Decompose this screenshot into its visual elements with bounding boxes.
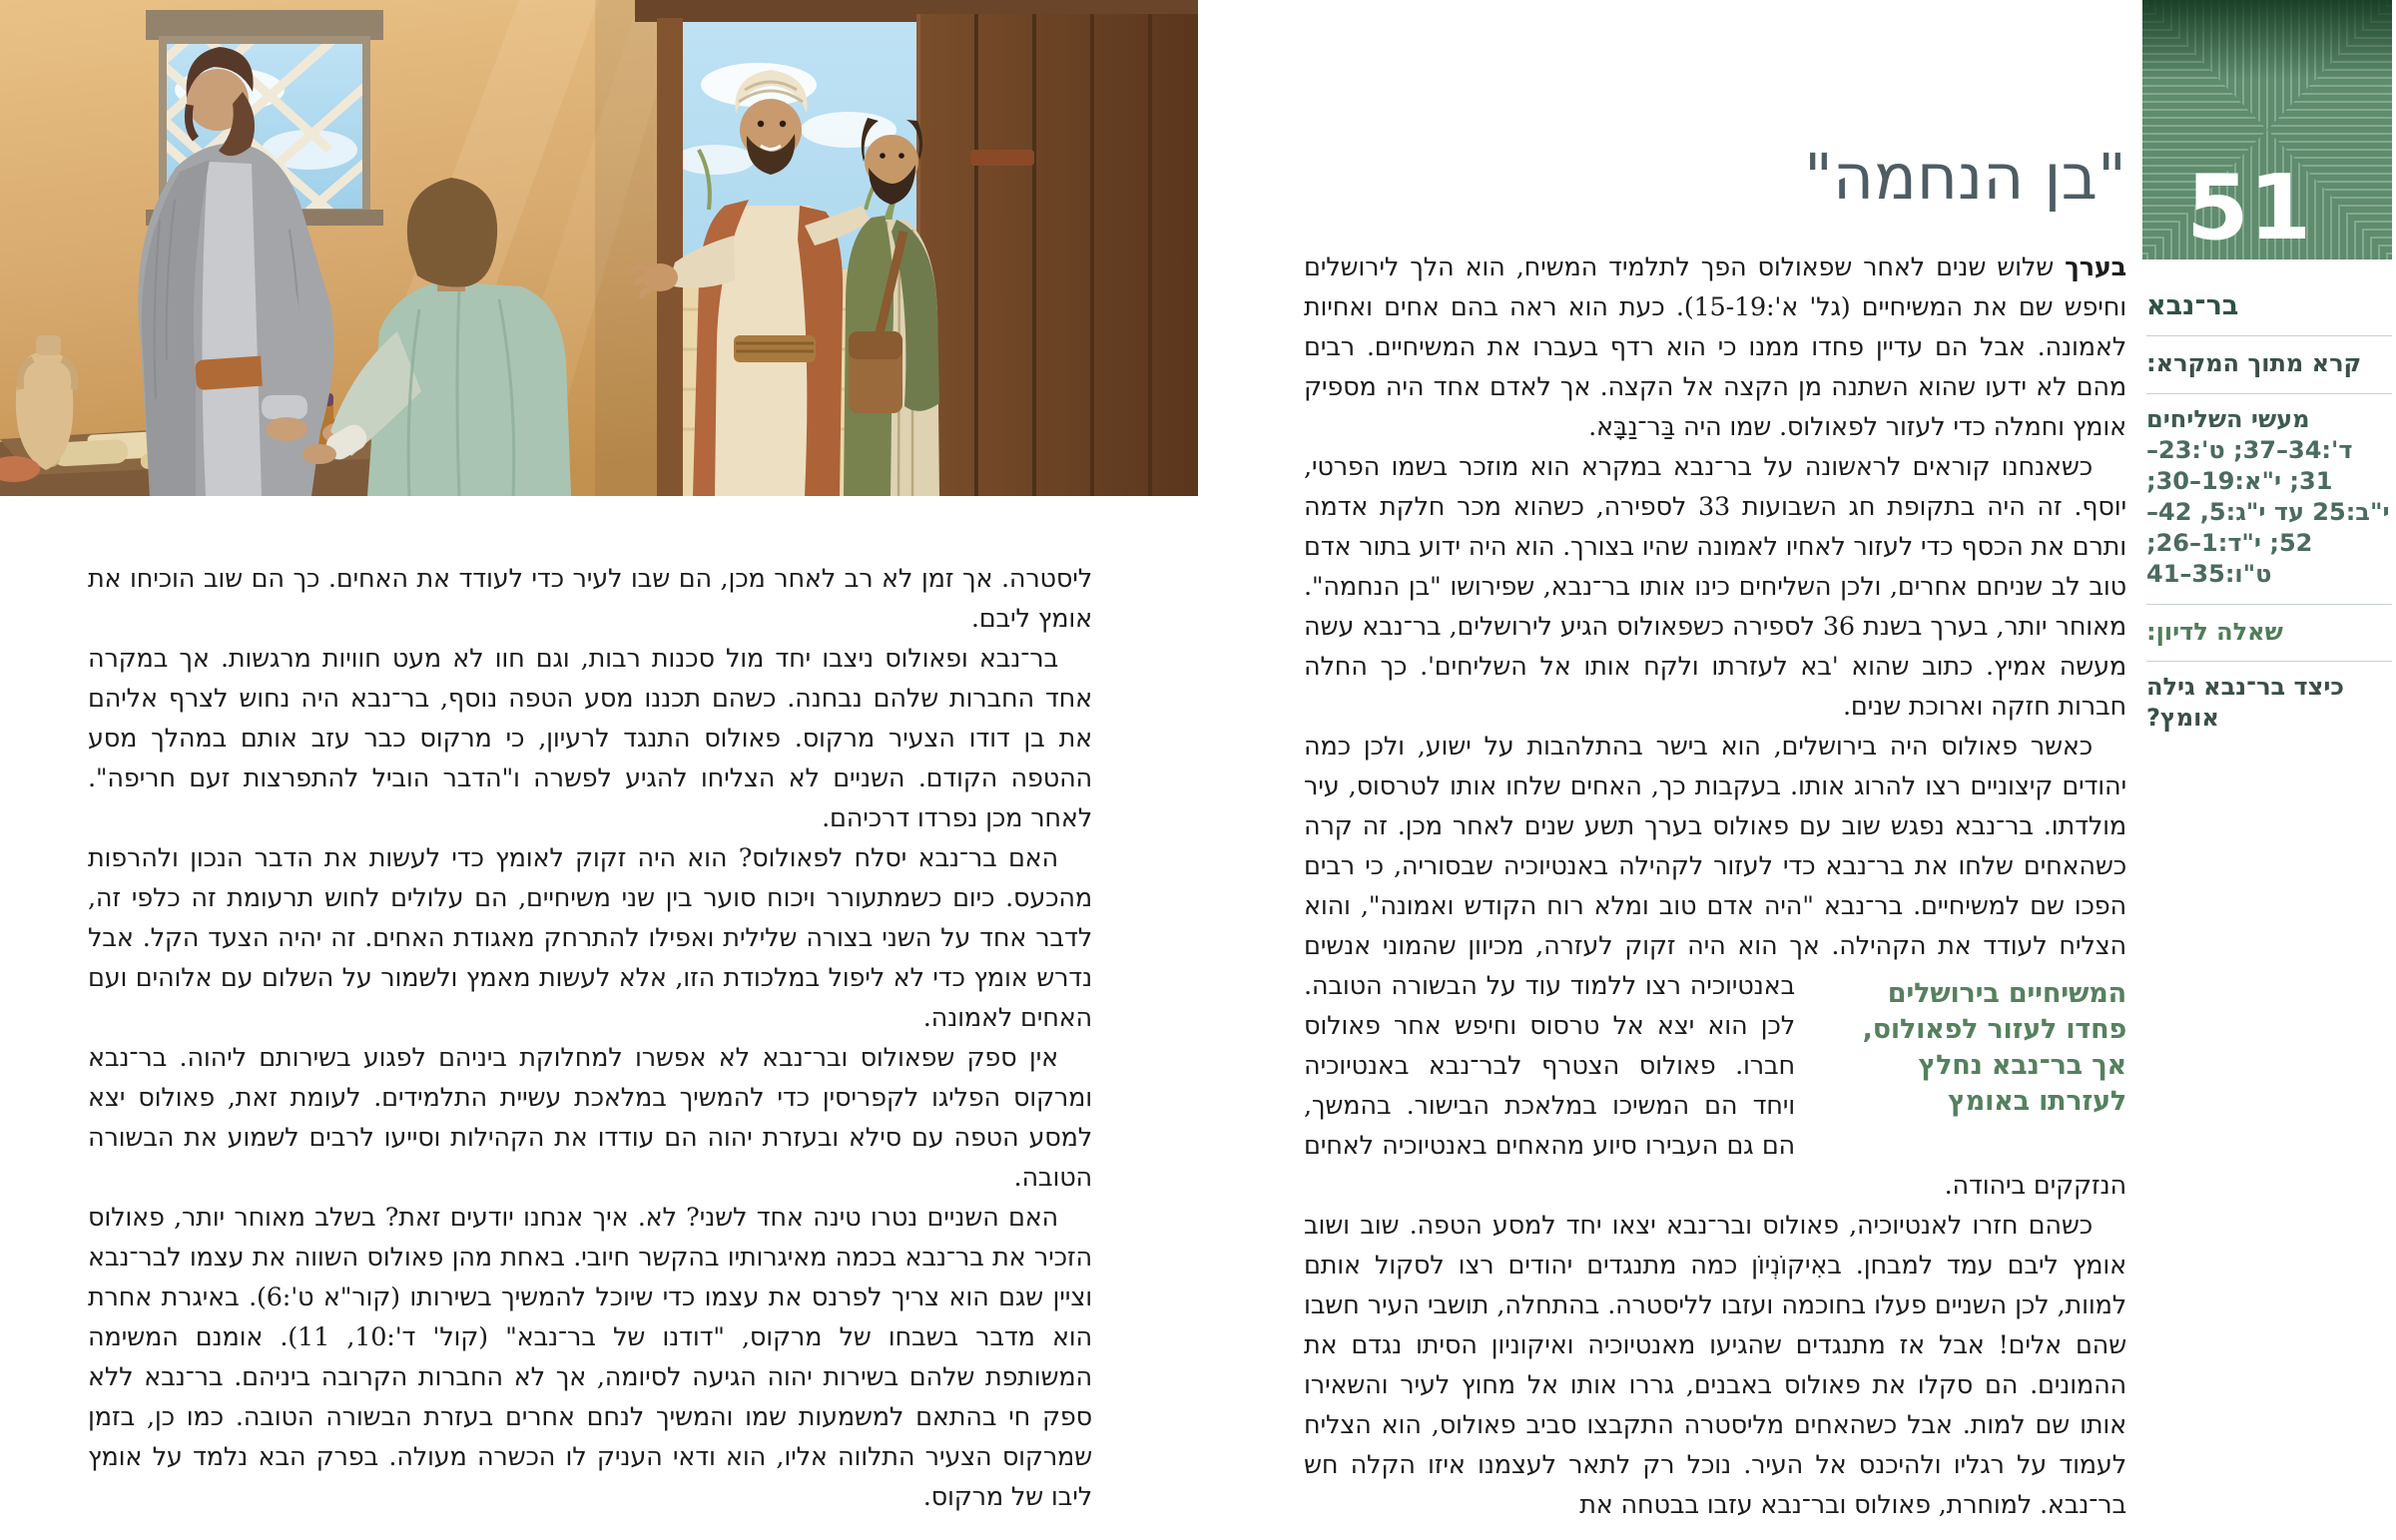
wooden-door (916, 14, 1198, 496)
sidebar (2146, 0, 2392, 734)
sidebar-divider (2146, 335, 2392, 336)
paragraph-6: בר־נבא ופאולוס ניצבו יחד מול סכנות רבות, וגם חוו לא מעט חוויות מרגשות. אך במקרה אחד החברות שלהם נבחנה. כשהם תכננו מסע הטפה נוסף, בר־נבא היה נחוש לצרף אליהם את בן דודו הצעיר מרקוס. פאולוס התנגד לרעיון, כי מרקוס כבר עזב אותם במהלך מסע ההטפה הקודם. השניים לא הצליחו להגיע לפשרה ו"הדבר הוביל להתפרצות זעם חריפה". לאחר מכן נפרדו דרכיהם. (88, 644, 1092, 833)
sidebar-read-label: קרא מתוך המקרא: (2146, 349, 2362, 377)
left-text-column (88, 559, 1092, 1517)
paragraph-3-part-a: כאשר פאולוס היה בירושלים, הוא בישר בהתלהבות על ישוע, ולכן כמה יהודים קיצוניים רצו להרוג אותו. בעקבות כך, האחים שלחו אותו לטרסוס, עיר מולדתו. בר־נבא נפגש שוב עם פאולוס בערך תשע שנים לאחר מכן. זה קרה כשהאחים שלחו את בר־נבא כדי לעזור לקהילה באנטיוכיה שבסוריה, כי רבים הפכו שם למשיחיים. בר־נבא "היה אדם טוב ומלא רוח הקודש ואמונה", והוא הצליח לעודד את הקהילה. אך הוא היה זקוק לעזרה, מכיוון שהמוני אנשים באנטיוכיה רצו ללמוד עוד על (1304, 732, 2126, 1002)
paragraph-3 (1304, 727, 2126, 1206)
paragraph-2: כשאנחנו קוראים לראשונה על בר־נבא במקרא הוא מוזכר בשמו הפרטי, יוסף. זה היה בתקופת חג השבועות 33 לספירה, כשהוא מכר חלקת אדמה ותרם את הכסף כדי לעזור לאחיו לאמונה שהיו בצורך. הוא היה ידוע בתור אדם טוב לב שניחם אחרים, ולכן השליחים כינו אותו בר־נבא, שפירושו "בן הנחמה". מאוחר יותר, בערך בשנת 36 לספירה כשפאולוס הגיע לירושלים, בר־נבא עשה מעשה אמיץ. כתוב שהוא 'בא לעזרתו ולקח אותו אל השליחים'. כך החלה חברות חזקה וארוכת שנים. (1304, 452, 2126, 723)
scene-illustration (0, 0, 1198, 496)
sidebar-scripture-references: ד':34–37; ט':23–31; י"א:19–30; י"ב:25 עד י"ג:5, 42–52; י"ד:1–26; ט"ו:35–41 (2146, 436, 2390, 588)
sidebar-divider (2146, 393, 2392, 394)
sidebar-divider (2146, 661, 2392, 662)
lesson-number: 51 (2186, 156, 2312, 260)
paragraph-3-part-b: הבשורה הטובה. לכן הוא יצא אל טרסוס וחיפש אחר פאולוס חברו. פאולוס הצטרף לבר־נבא באנטיוכיה ויחד הם המשיכו במלאכת הבישור. בהמשך, הם גם העבירו סיוע מהאחים באנטיוכיה לאחים הנזקקים ביהודה. (1304, 971, 2126, 1202)
paragraph-7: האם בר־נבא יסלח לפאולוס? הוא היה זקוק לאומץ כדי לעשות את הדבר הנכון ולהרפות מהכעס. כיום כשמתעורר ויכוח סוער בין שני משיחיים, הם עלולים לחוש תרעומת זה כלפי זה, לדבר אחד על השני בצורה שלילית ואפילו להתרחק מאגודת האחים. זה יהיה הצעד הקל. אבל נדרש אומץ כדי לא ליפול במלכודת הזו, אלא לעשות מאמץ ולשמור על השלום עם אלוהים ועם האחים לאמונה. (88, 843, 1092, 1033)
lesson-number-block (2142, 0, 2392, 259)
inset-caption: המשיחיים בירושלים פחדו לעזור לפאולוס, אך בר־נבא נחלץ לעזרתו באומץ (1862, 978, 2126, 1118)
sidebar-question-label: שאלה לדיון: (2146, 618, 2283, 646)
right-text-column (1304, 142, 2126, 1525)
sidebar-topic: בר־נבא (2146, 290, 2239, 321)
paragraph-5: ליסטרה. אך זמן לא רב לאחר מכן, הם שבו לעיר כדי לעודד את האחים. כך הם שוב הוכיחו את אומץ ליבם. (88, 564, 1092, 634)
sidebar-discussion-question: כיצד בר־נבא גילה אומץ? (2146, 673, 2344, 732)
paragraph-9: האם השניים נטרו טינה אחד לשני? לא. איך אנחנו יודעים זאת? בשלב מאוחר יותר, פאולוס הזכיר את בר־נבא בכמה מאיגרותיו בהקשר חיובי. באחת מהן פאולוס השווה את עצמו לבר־נבא וציין שגם הוא צריך לפרנס את עצמו כדי שיוכל להמשיך בשירותו (קור"א ט':6). באיגרת אחרת הוא מדבר בשבחו של מרקוס, "דודנו של בר־נבא" (קול' ד':10, 11). אומנם המשימה המשותפת שלהם בשירות יהוה הגיעה לסיומה, אך לא החברות הקרובה ביניהם. בר־נבא ללא ספק חי בהתאם למשמעות שמו והמשיך לנחם אחרים בעזרת הבשורה הטובה. כמו כן, בזמן שמרקוס הצעיר התלווה אליו, הוא ודאי העניק לו הכשרה מעולה. בפרק הבא נלמד על אומץ ליבו של מרקוס. (88, 1203, 1092, 1512)
page-title: "בן הנחמה" (1803, 141, 2126, 214)
paragraph-1 (1304, 248, 2126, 447)
paragraph-4: כשהם חזרו לאנטיוכיה, פאולוס ובר־נבא יצאו יחד למסע הטפה. שוב ושוב אומץ ליבם עמד למבחן. באִיקוֹנְיוֹן כמה מתנגדים יהודים רצו לסקול אותם למוות, לכן השניים פעלו בחוכמה ועזבו לליסטרה. בהתחלה, תושבי העיר חשבו שהם אלים! אבל אז מתנגדים שהגיעו מאנטיוכיה ואיקוניון הסיתו נגדם את ההמונים. הם סקלו את פאולוס באבנים, גררו אותו אל מחוץ לעיר והשאירו אותו שם למות. אבל כשהאחים מליסטרה התקבצו סביב פאולוס, הוא הצליח לעמוד על רגליו ולהיכנס אל העיר. נוכל רק לתאר לעצמנו איזו הקלה חש בר־נבא. למוחרת, פאולוס ובר־נבא עזבו בבטחה את (1304, 1211, 2126, 1521)
sidebar-divider (2146, 604, 2392, 605)
paragraph-1-rest: שלוש שנים לאחר שפאולוס הפך לתלמיד המשיח, הוא הלך לירושלים וחיפש שם את המשיחיים (גל' א':15-19). כעת הוא ראה בהם אחים ואחיות לאמונה. אבל הם עדיין פחדו ממנו כי הוא רדף בעברו את המשיחיים. רבים מהם לא ידעו שהוא השתנה מן הקצה אל הקצה. אך לאדם אחד היה מספיק אומץ וחמלה כדי לעזור לפאולוס. שמו היה בַּר־נַבָּא. (1304, 253, 2126, 443)
paragraph-8: אין ספק שפאולוס ובר־נבא לא אפשרו למחלוקת ביניהם לפגוע בשירותם ליהוה. בר־נבא ומרקוס הפליגו לקפריסין כדי להמשיך במלאכת עשיית התלמידים. לעומת זאת, פאולוס יצא למסע הטפה עם סילא ובעזרת יהוה הם עודדו את הקהילות וסייעו לרבים לשמוע את הבשורה הטובה. (88, 1043, 1092, 1193)
scene-illustration-svg (0, 0, 1198, 496)
paragraph-1-lead: בערך (2065, 253, 2126, 283)
door-jamb (657, 18, 683, 496)
sidebar-source-book: מעשי השליחים (2146, 405, 2310, 433)
